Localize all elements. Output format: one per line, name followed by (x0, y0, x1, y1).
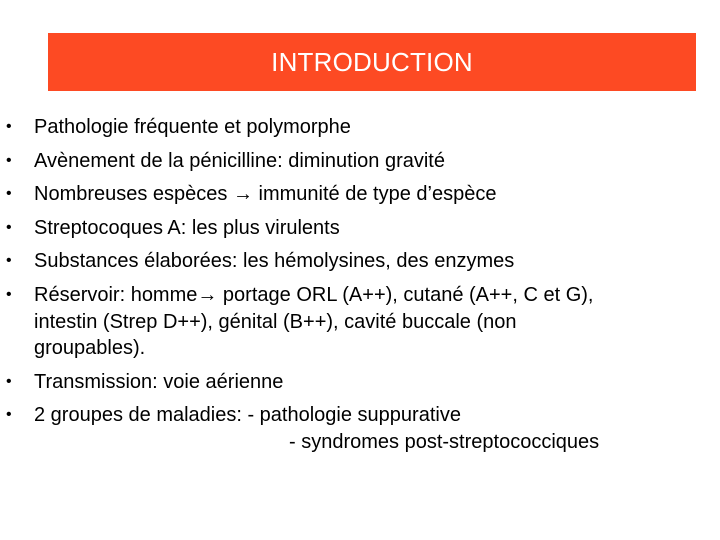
bullet-item (0, 181, 720, 208)
bullet-text: Pathologie fréquente et polymorphe (34, 116, 351, 138)
bullet-text: 2 groupes de maladies: - pathologie suppurative (34, 404, 461, 427)
bullet-text: Réservoir: homme→ portage ORL (A++), cutané (A++, C et G), (34, 283, 594, 306)
bullet-item (0, 148, 720, 175)
bullet-dot-icon: • (6, 252, 12, 270)
bullet-text: Transmission: voie aérienne (34, 370, 284, 393)
bullet-dot-icon: • (6, 118, 12, 135)
bullet-dot-icon: • (6, 372, 12, 390)
bullet-dot-icon: • (6, 285, 12, 303)
bullet-dot-icon: • (6, 185, 12, 203)
slide-title: INTRODUCTION (271, 46, 473, 77)
bullet-item (0, 402, 720, 455)
bullet-dot-icon: • (6, 151, 12, 169)
title-banner (48, 33, 696, 91)
bullet-item (0, 215, 720, 242)
bullet-list (0, 114, 720, 463)
bullet-dot-icon: • (6, 406, 12, 424)
bullet-text-continuation: groupables). (34, 337, 146, 360)
bullet-text: Nombreuses espèces → immunité de type d’espèce (34, 183, 497, 206)
bullet-text-continuation: - syndromes post-streptococciques (289, 430, 600, 453)
bullet-text: Streptocoques A: les plus virulents (34, 216, 340, 239)
bullet-text: Avènement de la pénicilline: diminution gravité (34, 149, 445, 172)
bullet-item (0, 248, 720, 275)
bullet-text-continuation: intestin (Strep D++), génital (B++), cavité buccale (non (34, 310, 517, 333)
bullet-item (0, 282, 720, 362)
bullet-item (0, 114, 720, 141)
bullet-item (0, 369, 720, 396)
bullet-text: Substances élaborées: les hémolysines, des enzymes (34, 250, 515, 273)
bullet-dot-icon: • (6, 218, 12, 236)
